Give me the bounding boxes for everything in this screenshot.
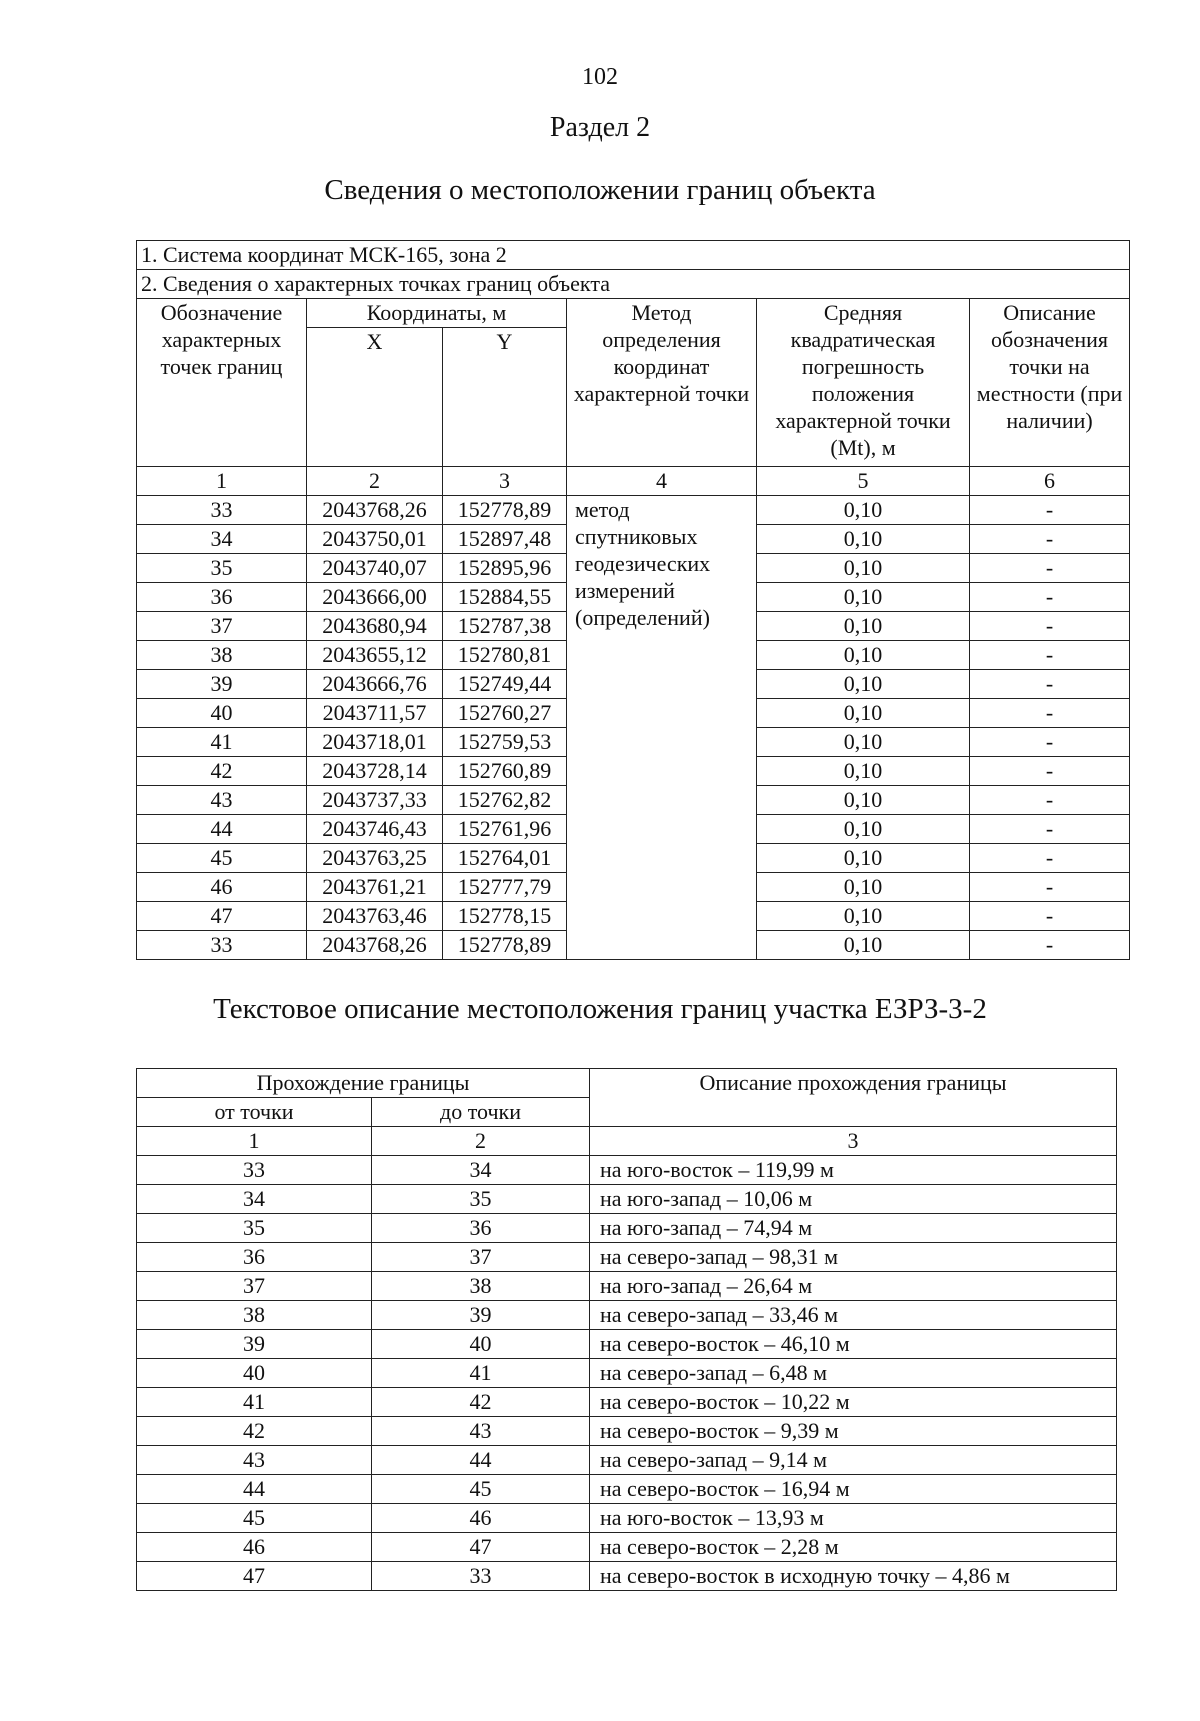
point-number: 35 — [137, 554, 307, 583]
table-row — [137, 1243, 1117, 1272]
passage-description: на юго-восток – 13,93 м — [590, 1504, 1117, 1533]
to-point: 39 — [372, 1301, 590, 1330]
error-value: 0,10 — [757, 554, 970, 583]
second-title: Текстовое описание местоположения границ участка ЕЗРЗ-3-2 — [213, 993, 987, 1025]
to-point: 37 — [372, 1243, 590, 1272]
column-number: 1 — [137, 1127, 372, 1156]
coord-y: 152761,96 — [443, 815, 567, 844]
from-point: 47 — [137, 1562, 372, 1591]
point-description: - — [970, 699, 1130, 728]
point-description: - — [970, 641, 1130, 670]
coord-y: 152780,81 — [443, 641, 567, 670]
error-value: 0,10 — [757, 583, 970, 612]
from-point: 35 — [137, 1214, 372, 1243]
table-row — [137, 1156, 1117, 1185]
to-point: 45 — [372, 1475, 590, 1504]
coord-x: 2043655,12 — [307, 641, 443, 670]
coord-x: 2043763,46 — [307, 902, 443, 931]
coord-x: 2043740,07 — [307, 554, 443, 583]
table-row — [137, 1214, 1117, 1243]
point-number: 40 — [137, 699, 307, 728]
boundary-description-table — [136, 1068, 1117, 1591]
error-value: 0,10 — [757, 902, 970, 931]
error-value: 0,10 — [757, 728, 970, 757]
from-point: 33 — [137, 1156, 372, 1185]
coordinate-system-row: 1. Система координат МСК-165, зона 2 — [137, 241, 1130, 270]
point-description: - — [970, 902, 1130, 931]
table-row — [137, 1446, 1117, 1475]
coord-x: 2043750,01 — [307, 525, 443, 554]
from-point: 42 — [137, 1417, 372, 1446]
point-description: - — [970, 525, 1130, 554]
coord-x: 2043666,76 — [307, 670, 443, 699]
table-row — [137, 1504, 1117, 1533]
header-coords: Координаты, м — [307, 299, 567, 328]
header-method: Метод определения координат характерной точки — [567, 299, 757, 467]
coord-y: 152778,15 — [443, 902, 567, 931]
coord-y: 152884,55 — [443, 583, 567, 612]
column-number: 2 — [372, 1127, 590, 1156]
to-point: 40 — [372, 1330, 590, 1359]
table-row — [137, 1185, 1117, 1214]
passage-description: на северо-восток – 16,94 м — [590, 1475, 1117, 1504]
point-description: - — [970, 931, 1130, 960]
point-description: - — [970, 757, 1130, 786]
passage-description: на северо-запад – 33,46 м — [590, 1301, 1117, 1330]
coord-x: 2043763,25 — [307, 844, 443, 873]
coord-x: 2043761,21 — [307, 873, 443, 902]
coord-y: 152777,79 — [443, 873, 567, 902]
point-number: 33 — [137, 931, 307, 960]
table-row — [137, 1417, 1117, 1446]
from-point: 36 — [137, 1243, 372, 1272]
column-number: 2 — [307, 467, 443, 496]
header-description: Описание обозначения точки на местности (при наличии) — [970, 299, 1130, 467]
point-number: 33 — [137, 496, 307, 525]
passage-description: на северо-восток – 46,10 м — [590, 1330, 1117, 1359]
point-description: - — [970, 786, 1130, 815]
point-number: 38 — [137, 641, 307, 670]
to-point: 47 — [372, 1533, 590, 1562]
coord-x: 2043768,26 — [307, 496, 443, 525]
header-passage: Прохождение границы — [137, 1069, 590, 1098]
passage-description: на северо-запад – 98,31 м — [590, 1243, 1117, 1272]
coord-x: 2043711,57 — [307, 699, 443, 728]
coord-y: 152760,89 — [443, 757, 567, 786]
point-number: 42 — [137, 757, 307, 786]
header-to: до точки — [372, 1098, 590, 1127]
to-point: 43 — [372, 1417, 590, 1446]
coord-x: 2043728,14 — [307, 757, 443, 786]
point-description: - — [970, 728, 1130, 757]
point-description: - — [970, 815, 1130, 844]
to-point: 33 — [372, 1562, 590, 1591]
coord-y: 152895,96 — [443, 554, 567, 583]
coord-y: 152764,01 — [443, 844, 567, 873]
coord-x: 2043680,94 — [307, 612, 443, 641]
header-error: Средняя квадратическая погрешность положения характерной точки (Mt), м — [757, 299, 970, 467]
coord-y: 152787,38 — [443, 612, 567, 641]
error-value: 0,10 — [757, 525, 970, 554]
passage-description: на юго-запад – 26,64 м — [590, 1272, 1117, 1301]
error-value: 0,10 — [757, 496, 970, 525]
section-title: Раздел 2 — [549, 112, 651, 143]
from-point: 41 — [137, 1388, 372, 1417]
point-description: - — [970, 873, 1130, 902]
point-description: - — [970, 844, 1130, 873]
passage-description: на северо-восток в исходную точку – 4,86 м — [590, 1562, 1117, 1591]
to-point: 38 — [372, 1272, 590, 1301]
coord-y: 152762,82 — [443, 786, 567, 815]
table-row — [137, 1562, 1117, 1591]
passage-description: на юго-запад – 10,06 м — [590, 1185, 1117, 1214]
column-number: 3 — [590, 1127, 1117, 1156]
point-description: - — [970, 583, 1130, 612]
error-value: 0,10 — [757, 612, 970, 641]
passage-description: на северо-запад – 6,48 м — [590, 1359, 1117, 1388]
to-point: 34 — [372, 1156, 590, 1185]
from-point: 34 — [137, 1185, 372, 1214]
from-point: 46 — [137, 1533, 372, 1562]
column-number: 3 — [443, 467, 567, 496]
error-value: 0,10 — [757, 815, 970, 844]
point-number: 41 — [137, 728, 307, 757]
table-row — [137, 1330, 1117, 1359]
coord-x: 2043746,43 — [307, 815, 443, 844]
error-value: 0,10 — [757, 786, 970, 815]
main-title: Сведения о местоположении границ объекта — [324, 174, 876, 206]
column-number: 1 — [137, 467, 307, 496]
coord-y: 152760,27 — [443, 699, 567, 728]
error-value: 0,10 — [757, 757, 970, 786]
header-passage-description: Описание прохождения границы — [590, 1069, 1117, 1127]
page-number: 102 — [582, 64, 618, 90]
coord-y: 152749,44 — [443, 670, 567, 699]
table-row — [137, 1533, 1117, 1562]
error-value: 0,10 — [757, 873, 970, 902]
boundary-points-table — [136, 240, 1130, 960]
to-point: 35 — [372, 1185, 590, 1214]
point-number: 36 — [137, 583, 307, 612]
header-designation: Обозначение характерных точек границ — [137, 299, 307, 467]
error-value: 0,10 — [757, 931, 970, 960]
table-row — [137, 1475, 1117, 1504]
table-row — [137, 1388, 1117, 1417]
point-description: - — [970, 496, 1130, 525]
point-description: - — [970, 612, 1130, 641]
from-point: 38 — [137, 1301, 372, 1330]
from-point: 44 — [137, 1475, 372, 1504]
from-point: 43 — [137, 1446, 372, 1475]
passage-description: на юго-восток – 119,99 м — [590, 1156, 1117, 1185]
point-number: 46 — [137, 873, 307, 902]
table-row — [137, 1301, 1117, 1330]
column-number: 5 — [757, 467, 970, 496]
passage-description: на северо-восток – 9,39 м — [590, 1417, 1117, 1446]
point-number: 45 — [137, 844, 307, 873]
to-point: 42 — [372, 1388, 590, 1417]
coord-y: 152759,53 — [443, 728, 567, 757]
point-number: 47 — [137, 902, 307, 931]
table-row — [137, 496, 1130, 525]
point-number: 43 — [137, 786, 307, 815]
point-description: - — [970, 670, 1130, 699]
coord-y: 152778,89 — [443, 496, 567, 525]
column-number: 4 — [567, 467, 757, 496]
coord-x: 2043718,01 — [307, 728, 443, 757]
error-value: 0,10 — [757, 699, 970, 728]
coord-x: 2043768,26 — [307, 931, 443, 960]
table-row — [137, 1272, 1117, 1301]
header-x: X — [307, 328, 443, 467]
point-number: 44 — [137, 815, 307, 844]
to-point: 44 — [372, 1446, 590, 1475]
from-point: 40 — [137, 1359, 372, 1388]
point-description: - — [970, 554, 1130, 583]
error-value: 0,10 — [757, 641, 970, 670]
header-from: от точки — [137, 1098, 372, 1127]
coord-y: 152778,89 — [443, 931, 567, 960]
to-point: 46 — [372, 1504, 590, 1533]
passage-description: на северо-восток – 10,22 м — [590, 1388, 1117, 1417]
column-number: 6 — [970, 467, 1130, 496]
from-point: 37 — [137, 1272, 372, 1301]
method-cell: метод спутниковых геодезических измерений (определений) — [567, 496, 757, 960]
point-number: 39 — [137, 670, 307, 699]
coord-x: 2043737,33 — [307, 786, 443, 815]
header-y: Y — [443, 328, 567, 467]
to-point: 41 — [372, 1359, 590, 1388]
passage-description: на северо-восток – 2,28 м — [590, 1533, 1117, 1562]
passage-description: на юго-запад – 74,94 м — [590, 1214, 1117, 1243]
passage-description: на северо-запад – 9,14 м — [590, 1446, 1117, 1475]
point-number: 34 — [137, 525, 307, 554]
points-info-row: 2. Сведения о характерных точках границ объекта — [137, 270, 1130, 299]
table-row — [137, 1359, 1117, 1388]
error-value: 0,10 — [757, 844, 970, 873]
point-number: 37 — [137, 612, 307, 641]
coord-x: 2043666,00 — [307, 583, 443, 612]
from-point: 39 — [137, 1330, 372, 1359]
coord-y: 152897,48 — [443, 525, 567, 554]
to-point: 36 — [372, 1214, 590, 1243]
from-point: 45 — [137, 1504, 372, 1533]
error-value: 0,10 — [757, 670, 970, 699]
